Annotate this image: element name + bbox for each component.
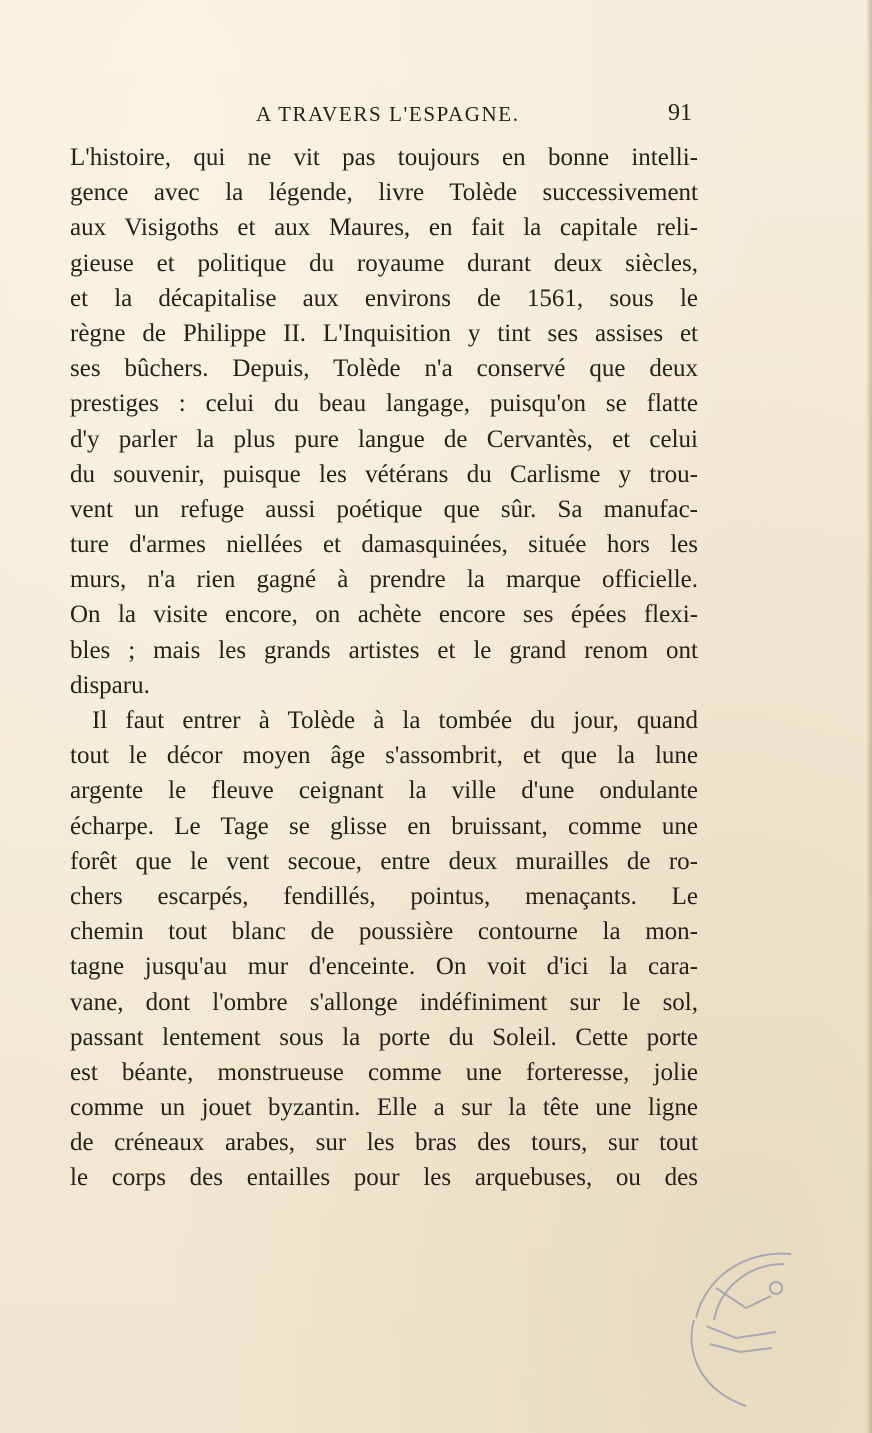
text-line: chemin tout blanc de poussière contourne la mon- xyxy=(70,918,698,946)
text-line: gence avec la légende, livre Tolède successivement xyxy=(70,179,698,207)
page-number: 91 xyxy=(668,100,692,126)
text-line: et la décapitalise aux environs de 1561, sous le xyxy=(70,284,698,312)
text-line: aux Visigoths et aux Maures, en fait la capitale reli- xyxy=(70,214,698,242)
text-body xyxy=(70,140,698,1196)
text-line: d'y parler la plus pure langue de Cervantès, et celui xyxy=(70,425,698,453)
text-line: gieuse et politique du royaume durant deux siècles, xyxy=(70,249,698,277)
text-line: On la visite encore, on achète encore ses épées flexi- xyxy=(70,601,698,629)
running-head: A TRAVERS L'ESPAGNE. xyxy=(256,102,520,126)
text-line: tagne jusqu'au mur d'enceinte. On voit d'ici la cara- xyxy=(70,953,698,981)
text-line: passant lentement sous la porte du Soleil. Cette porte xyxy=(70,1023,698,1051)
page-edge-shadow xyxy=(866,0,872,1433)
text-line: forêt que le vent secoue, entre deux murailles de ro- xyxy=(70,847,698,875)
text-line: argente le fleuve ceignant la ville d'une ondulante xyxy=(70,777,698,805)
text-line: L'histoire, qui ne vit pas toujours en bonne intelli- xyxy=(70,144,698,171)
text-line: vane, dont l'ombre s'allonge indéfiniment sur le sol, xyxy=(70,988,698,1016)
text-line: murs, n'a rien gagné à prendre la marque officielle. xyxy=(70,566,698,594)
text-line: règne de Philippe II. L'Inquisition y tint ses assises et xyxy=(70,319,698,347)
text-line: comme un jouet byzantin. Elle a sur la tête une ligne xyxy=(70,1094,698,1122)
text-line: est béante, monstrueuse comme une forteresse, jolie xyxy=(70,1058,698,1086)
text-line: écharpe. Le Tage se glisse en bruissant, comme une xyxy=(70,812,698,840)
text-line: disparu. xyxy=(70,671,150,699)
text-line: ses bûchers. Depuis, Tolède n'a conservé que deux xyxy=(70,355,698,383)
text-line: de créneaux arabes, sur les bras des tours, sur tout xyxy=(70,1129,698,1157)
text-line: bles ; mais les grands artistes et le grand renom ont xyxy=(70,636,698,664)
page-header xyxy=(70,100,696,132)
paragraph-2 xyxy=(70,703,698,1196)
text-line: prestiges : celui du beau langage, puisqu'on se flatte xyxy=(70,390,698,418)
text-line: Il faut entrer à Tolède à la tombée du jour, quand xyxy=(92,707,698,734)
text-line: tout le décor moyen âge s'assombrit, et que la lune xyxy=(70,742,698,770)
text-line: du souvenir, puisque les vétérans du Carlisme y trou- xyxy=(70,460,698,488)
text-line: ture d'armes niellées et damasquinées, située hors les xyxy=(70,531,698,559)
text-line: chers escarpés, fendillés, pointus, menaçants. Le xyxy=(70,882,698,910)
text-line: vent un refuge aussi poétique que sûr. Sa manufac- xyxy=(70,495,698,523)
paragraph-1 xyxy=(70,140,698,703)
text-line: le corps des entailles pour les arquebuses, ou des xyxy=(70,1164,698,1192)
library-stamp-icon xyxy=(676,1248,806,1408)
